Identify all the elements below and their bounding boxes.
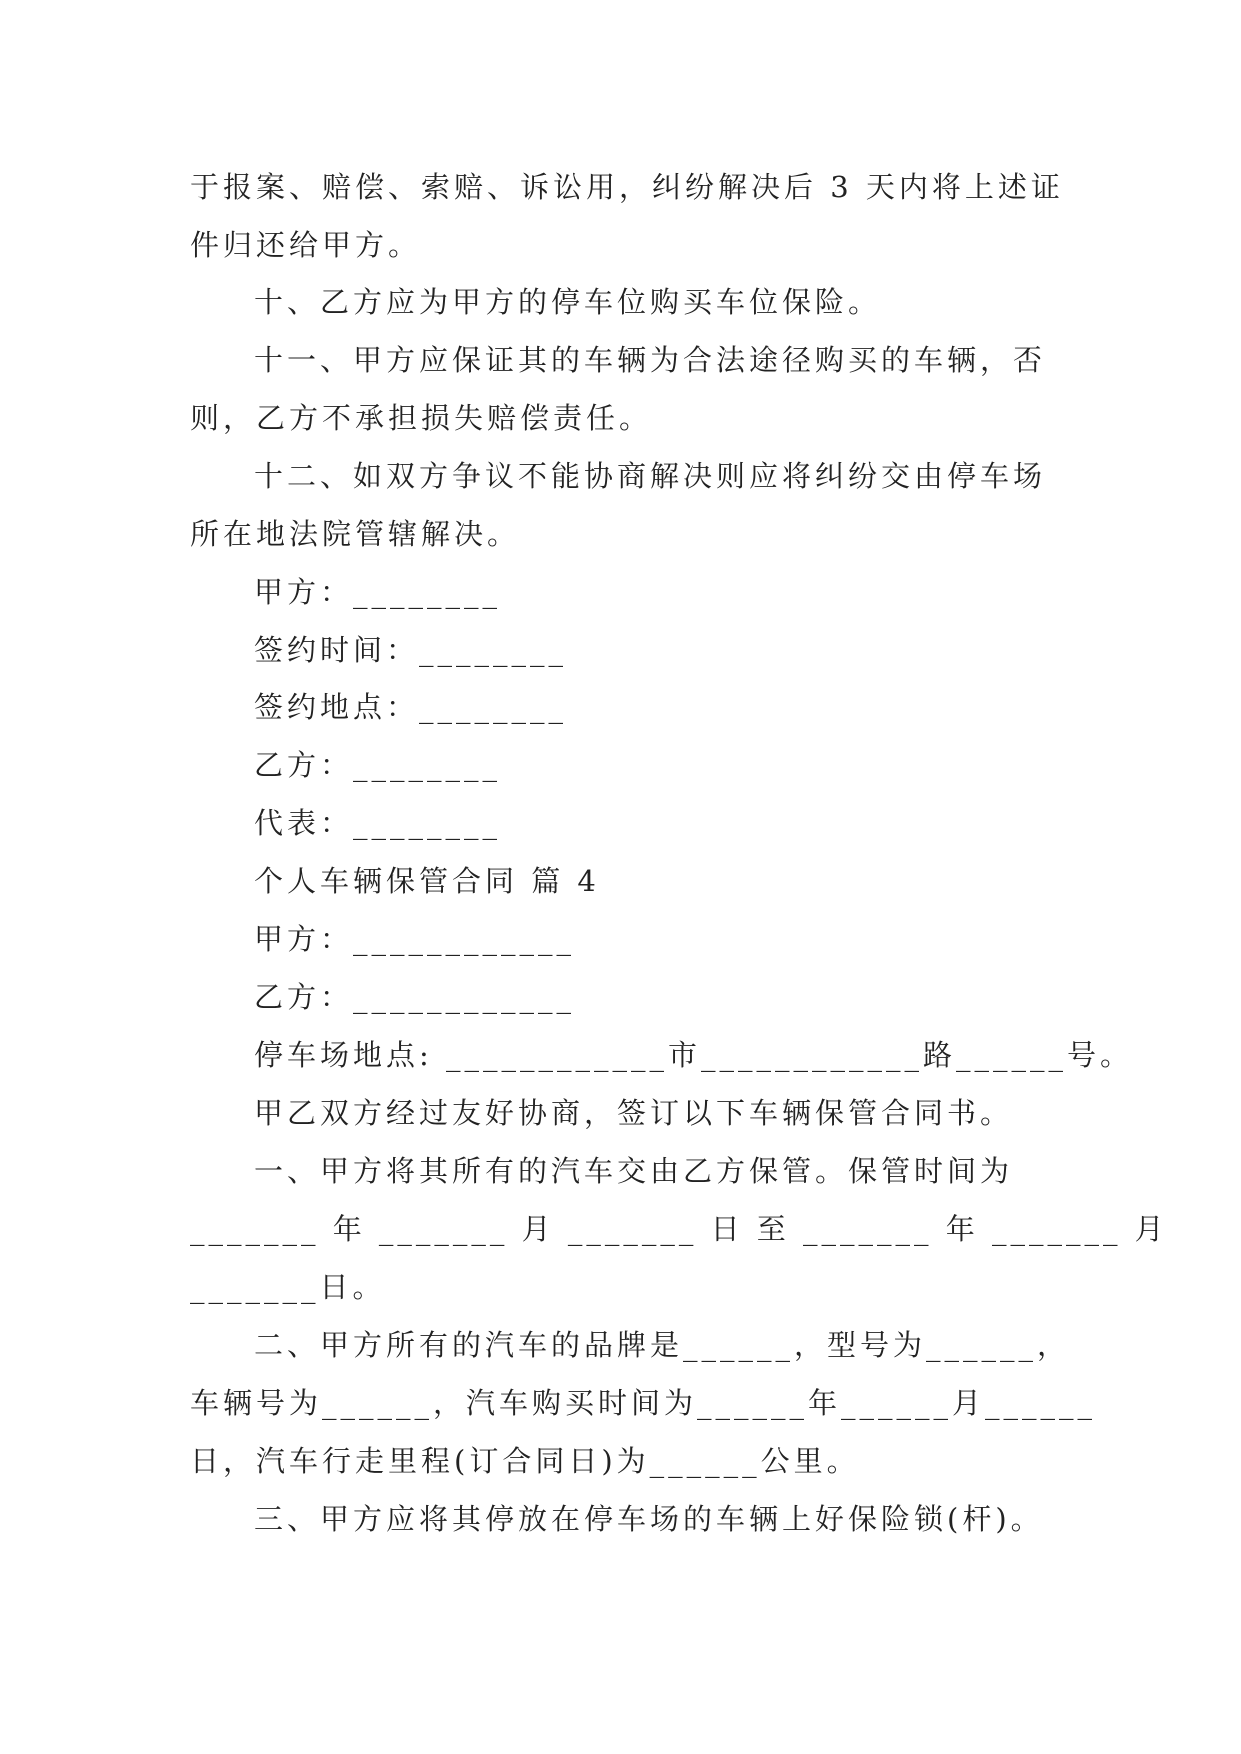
agreement-intro: 甲乙双方经过友好协商，签订以下车辆保管合同书。: [254, 1096, 1014, 1130]
party-b-signature: 乙方：________: [254, 748, 502, 782]
paragraph-line: 车辆号为______，汽车购买时间为______年______月______: [190, 1386, 1097, 1420]
paragraph-line: _______ 年 _______ 月 _______ 日 至 _______ 年 _______ 月: [190, 1212, 1168, 1246]
party-a-field: 甲方：____________: [254, 922, 576, 956]
paragraph-line: 所在地法院管辖解决。: [190, 517, 521, 551]
clause-one: 一、甲方将其所有的汽车交由乙方保管。保管时间为: [254, 1154, 1014, 1188]
representative: 代表：________: [254, 806, 502, 840]
party-a-signature: 甲方：________: [254, 575, 502, 609]
paragraph-line: 则，乙方不承担损失赔偿责任。: [190, 401, 653, 435]
paragraph-line: _______日。: [190, 1270, 386, 1304]
paragraph-line: 日，汽车行走里程(订合同日)为______公里。: [190, 1444, 860, 1478]
clause-two: 二、甲方所有的汽车的品牌是______，型号为______，: [254, 1328, 1071, 1362]
clause-ten: 十、乙方应为甲方的停车位购买车位保险。: [254, 285, 882, 319]
section-title: 个人车辆保管合同 篇 4: [254, 864, 600, 898]
signing-place: 签约地点：________: [254, 690, 568, 724]
clause-eleven: 十一、甲方应保证其的车辆为合法途径购买的车辆，否: [254, 343, 1047, 377]
paragraph-line: 件归还给甲方。: [190, 228, 422, 262]
clause-twelve: 十二、如双方争议不能协商解决则应将纠纷交由停车场: [254, 459, 1047, 493]
party-b-field: 乙方：____________: [254, 980, 576, 1014]
parking-location: 停车场地点: ____________市____________路______号。: [254, 1038, 1133, 1072]
clause-three: 三、甲方应将其停放在停车场的车辆上好保险锁(杆)。: [254, 1502, 1044, 1536]
signing-time: 签约时间：________: [254, 633, 568, 667]
paragraph-line: 于报案、赔偿、索赔、诉讼用，纠纷解决后 3 天内将上述证: [190, 170, 1064, 204]
